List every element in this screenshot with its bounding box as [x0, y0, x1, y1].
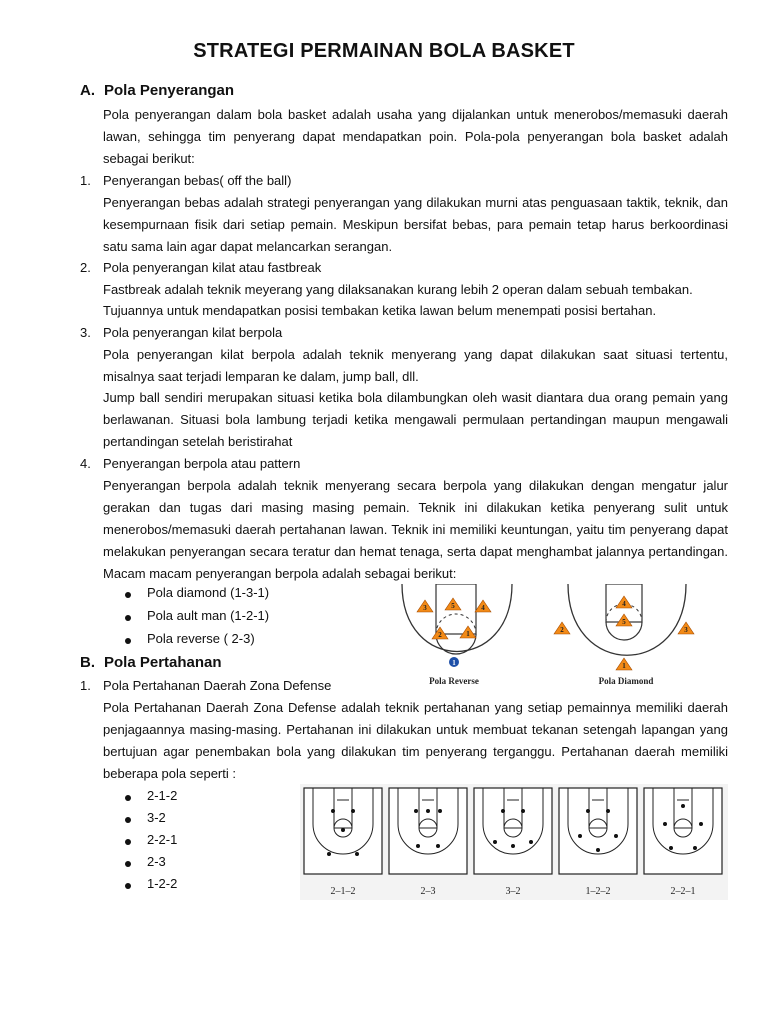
- item-2-title: Pola penyerangan kilat atau fastbreak: [103, 260, 322, 275]
- item-3-body: Pola penyerangan kilat berpola adalah teknik menyerang yang dapat dilakukan saat situasi tertentu, misalnya saat terjadi lemparan ke dalam, jump ball, dll.: [103, 347, 728, 384]
- section-b-title: Pola Pertahanan: [104, 654, 222, 671]
- item-1-number: 1.: [80, 173, 91, 188]
- svg-text:2–1–2: 2–1–2: [330, 886, 356, 897]
- defense-item-1-number: 1.: [80, 678, 91, 693]
- reverse-mark-4: 4: [481, 604, 485, 612]
- defense-item-1-body: Pola Pertahanan Daerah Zona Defense adalah teknik pertahanan yang setiap pemainnya memiliki daerah penjagaannya masing-masing. Pertahanan ini dilakukan untuk membuat tekanan setengah lapangan yang bertujuan agar penembakan bola yang dilakukan tim penyerang terganggu. Pertahanan daerah memiliki beberapa pola seperti :: [103, 700, 728, 781]
- pola-reverse-diagram: [402, 584, 512, 686]
- diamond-mark-1: 1: [622, 662, 626, 670]
- page-title: STRATEGI PERMAINAN BOLA BASKET: [193, 40, 575, 62]
- reverse-mark-5: 5: [451, 602, 455, 610]
- pola-diamond-diagram: [554, 584, 694, 686]
- zone-defense-figure: [300, 784, 728, 900]
- item-3-title: Pola penyerangan kilat berpola: [103, 325, 283, 340]
- item-4-title: Penyerangan berpola atau pattern: [103, 456, 301, 471]
- svg-text:2–2–1: 2–2–1: [670, 886, 696, 897]
- section-b-marker: B.: [80, 654, 95, 671]
- item-1-body: Penyerangan bebas adalah strategi penyerangan yang dilakukan murni atas penguasaan taktik, teknik, dan kesempurnaan fisik dari setiap pemain. Meskipun bersifat bebas, para pemain tetap harus berkoordinasi satu sama lain agar dapat melancarkan serangan.: [103, 195, 728, 254]
- svg-text:3–2: 3–2: [505, 886, 521, 897]
- diamond-mark-3: 3: [684, 626, 688, 634]
- section-b-heading: [80, 654, 222, 671]
- item-4-body: Penyerangan berpola adalah teknik menyerang secara berpola yang dilakukan dengan mengatur jalur gerakan dan tugas dari masing masing pemain. Teknik ini dilakukan ketika penyerang sulit untuk menerobos/memasuki daerah pertahanan lawan. Teknik ini memiliki keuntungan, yaitu tim penyerang dapat melakukan penyerangan secara teratur dan hemat tenaga, serta dapat menghambat jalannya pertandingan. Macam macam penyerangan berpola adalah sebagai berikut:: [103, 478, 728, 581]
- item-4-number: 4.: [80, 456, 91, 471]
- section-a-intro: Pola penyerangan dalam bola basket adalah usaha yang dijalankan untuk menerobos/memasuki daerah lawan, sehingga tim penyerang dapat mendapatkan poin. Pola-pola penyerangan bola basket adalah sebagai berikut:: [103, 107, 728, 166]
- reverse-ball-mark: 1: [452, 659, 456, 667]
- item-1-title: Penyerangan bebas( off the ball): [103, 173, 292, 188]
- reverse-mark-2: 2: [438, 631, 442, 639]
- caption-pola-reverse: Pola Reverse: [429, 676, 479, 686]
- item-2-number: 2.: [80, 260, 91, 275]
- diamond-mark-2: 2: [560, 626, 564, 634]
- reverse-mark-1: 1: [466, 630, 470, 638]
- diamond-mark-4: 4: [622, 600, 626, 608]
- item-3-body2: Jump ball sendiri merupakan situasi ketika bola dilambungkan oleh wasit diantara dua orang pemain yang berlawanan. Situasi bola lambung terjadi ketika mengawali permulaan pertandingan maupun mengawali pertandingan setelah beristirahat: [103, 390, 728, 449]
- item-3-number: 3.: [80, 325, 91, 340]
- svg-text:2–3: 2–3: [420, 886, 436, 897]
- attack-formation-figure: [396, 584, 708, 690]
- item-2-body-line1: Fastbreak adalah teknik meyerang yang dilaksanakan kurang lebih 2 operan dalam sebuah tembakan.: [103, 282, 693, 297]
- item-2-body-line2: Tujuannya untuk mendapatkan posisi tembakan ketika lawan belum menempati posisi bertahan.: [103, 303, 657, 318]
- section-a-heading: [80, 82, 234, 99]
- section-a-marker: A.: [80, 82, 95, 99]
- defense-item-1-title: Pola Pertahanan Daerah Zona Defense: [103, 678, 332, 693]
- section-a-title: Pola Penyerangan: [104, 82, 235, 99]
- reverse-mark-3: 3: [423, 604, 427, 612]
- svg-text:1–2–2: 1–2–2: [585, 886, 611, 897]
- diamond-mark-5: 5: [622, 618, 626, 626]
- caption-pola-diamond: Pola Diamond: [598, 676, 654, 686]
